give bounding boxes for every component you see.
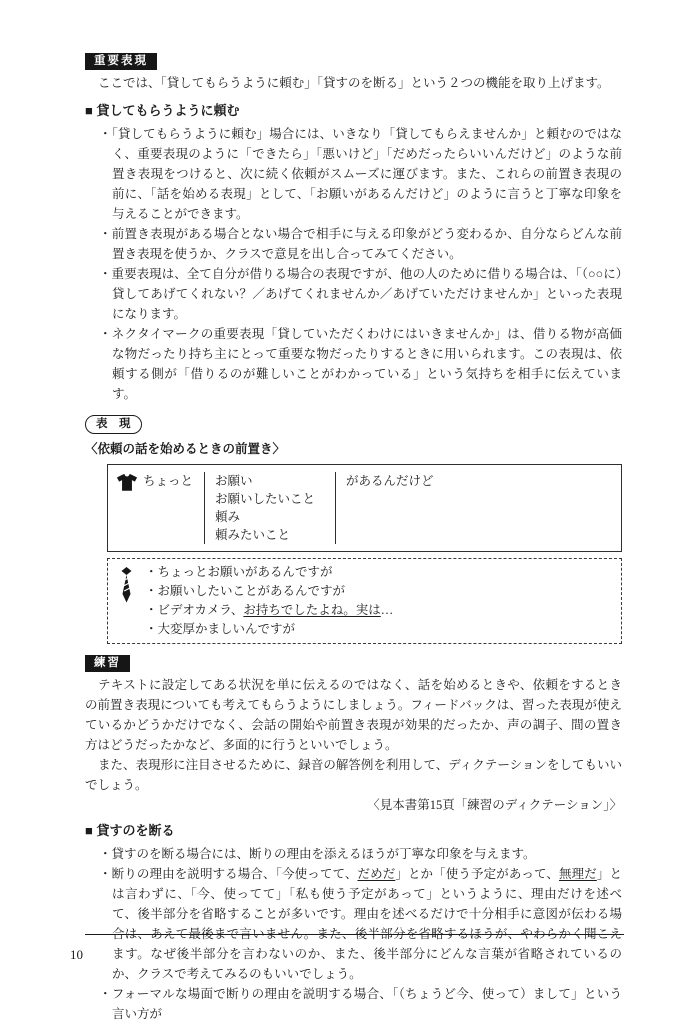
expression-table-col1-text: ちょっと [143, 474, 194, 488]
example-item-4: ・大変厚かましいんですが [145, 622, 296, 636]
refuse-bullet-2-post: 」とは言わずに、「今、使ってて」「私も使う予定があって」というように、理由だけを述べて、後半部分を省略することが多いです。理由を述べるだけで十分相手に意図が伝わる場合は、あえて最後まで言いません。また、後半部分を省略するほうが、やわらかく聞こえます。なぜ後半部分を言わないのか、また、後半部分にどんな言葉が省略されているのか、クラスで考えてみるのもいいでしょう。 [112, 867, 622, 981]
ask-bullet-4 [99, 324, 622, 404]
refuse-bullet-2-pre: 断りの理由を説明する場合、「今使ってて、 [111, 867, 358, 881]
example-item-2: ・お願いしたいことがあるんですが [145, 584, 346, 598]
heading-refuse-to-lend: ■ 貸すのを断る [85, 823, 175, 838]
refuse-bullet-2-underline-2: 無理だ [558, 867, 597, 881]
practice-badge: 練習 [85, 655, 130, 672]
ask-bullet-1-text: 「貸してもらうように頼む」場合には、いきなり「貸してもらえませんか」と頼むのではなく、重要表現のように「できたら」「悪いけど」「だめだったらいいんだけど」のような前置き表現をつけると、次に続く依頼がスムーズに運びます。また、これらの前置き表現の前に、「話を始める表現」として、「お願いがあるんだけど」のように言うと丁寧な印象を与えることができます。 [111, 127, 622, 221]
important-badge-row [85, 50, 622, 70]
ask-bullet-4-text: ネクタイマークの重要表現「貸していただくわけにはいきませんか」は、借りる物が高価な物だったり持ち主にとって重要な物だったりするときに用いられます。この表現は、依頼する側が「借りるのが難しいことがわかっている」という気持ちを相手に伝えています。 [111, 327, 622, 401]
col2-item: 頼み [215, 510, 241, 524]
example-item-3-underlined: お持ちでしたよね。実は [243, 603, 381, 617]
t-shirt-icon [116, 473, 138, 497]
expression-table-col3: があるんだけど [346, 474, 434, 488]
expression-table-col2 [205, 472, 336, 544]
expression-table [107, 464, 622, 552]
example-item-1: ・ちょっとお願いがあるんですが [145, 565, 333, 579]
footer-divider [85, 934, 624, 935]
ask-bullet-3 [99, 264, 622, 324]
practice-reference: 〈見本書第15頁「練習のディクテーション」〉 [367, 798, 622, 812]
ask-bullet-1 [99, 124, 622, 224]
necktie-icon [120, 567, 133, 609]
ask-bullet-3-text: 重要表現は、全て自分が借りる場合の表現ですが、他の人のために借りる場合は、「（○○に）貸してあげてくれない？／あげてくれませんか／あげていただけませんか」といった表現になります。 [111, 267, 622, 321]
refuse-bullet-3-text: フォーマルな場面で断りの理由を説明する場合、「（ちょうど今、使って）まして」という言い方が [111, 987, 622, 1021]
refuse-bullet-2-mid: 」とか「使う予定があって、 [395, 867, 559, 881]
bullet-marker: ・ [99, 267, 112, 281]
expression-examples-box [107, 558, 622, 644]
page-number: 10 [70, 947, 83, 962]
refuse-bullet-1 [99, 844, 622, 864]
bullet-marker: ・ [99, 127, 112, 141]
important-expressions-badge: 重要表現 [85, 53, 157, 70]
refuse-bullet-3 [99, 984, 622, 1024]
col2-item: お願いしたいこと [215, 492, 316, 506]
heading-ask-to-borrow: ■ 貸してもらうように頼む [85, 103, 240, 118]
bullet-marker: ・ [99, 987, 112, 1001]
example-item-3-pre: ・ビデオカメラ、 [145, 603, 244, 617]
bullet-marker: ・ [99, 327, 112, 341]
practice-paragraph-2: また、表現形に注目させるために、録音の解答例を利用して、ディクテーションをしてもいいでしょう。 [85, 758, 622, 792]
expression-table-col1 [116, 472, 205, 544]
ask-bullet-2-text: 前置き表現がある場合とない場合で相手に与える印象がどう変わるか、自分ならどんな前置き表現を使うか、クラスで意見を出し合ってみてください。 [111, 227, 622, 261]
intro-paragraph: ここでは、「貸してもらうように頼む」「貸すのを断る」という２つの機能を取り上げます。 [98, 76, 610, 90]
expression-badge-row [85, 413, 622, 434]
practice-badge-row [85, 652, 622, 672]
col2-item: お願い [215, 474, 253, 488]
col2-item: 頼みたいこと [215, 528, 291, 542]
refuse-bullet-2 [99, 864, 622, 984]
bullet-marker: ・ [99, 867, 112, 881]
ask-bullet-2 [99, 224, 622, 264]
practice-paragraph-1: テキストに設定してある状況を単に伝えるのではなく、話を始めるときや、依頼をするときの前置き表現についても考えてもらうようにしましょう。フィードバックは、習った表現が使えているかどうかだけでなく、会話の開始や前置き表現が効果的だったか、声の調子、間の置き方はどうだったかなど、多面的に行うといいでしょう。 [85, 678, 622, 752]
refuse-bullet-1-text: 貸すのを断る場合には、断りの理由を添えるほうが丁寧な印象を与えます。 [111, 847, 536, 861]
expression-subtitle: 〈依頼の話を始めるときの前置き〉 [85, 442, 286, 456]
example-item-3-post: … [380, 603, 394, 617]
bullet-marker: ・ [99, 847, 112, 861]
expression-badge: 表 現 [85, 415, 142, 434]
bullet-marker: ・ [99, 227, 112, 241]
expression-examples-list [145, 563, 393, 639]
example-item-3 [145, 601, 393, 620]
refuse-bullet-2-underline-1: だめだ [357, 867, 396, 881]
